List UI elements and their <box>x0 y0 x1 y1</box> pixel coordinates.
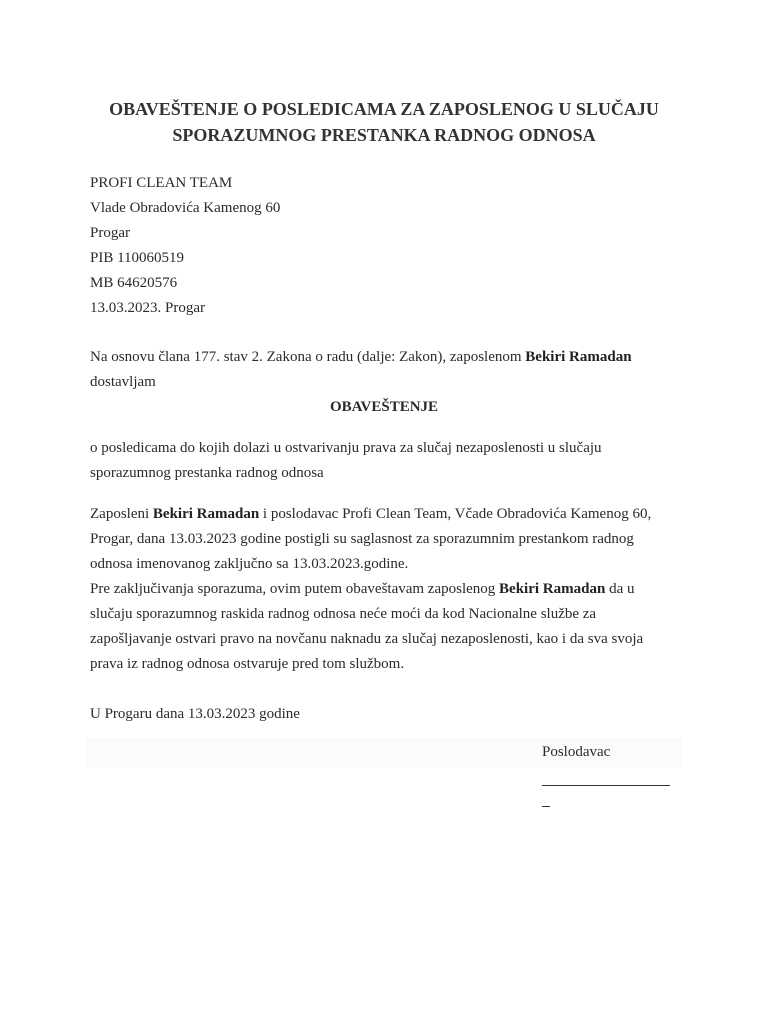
intro-line-1 <box>90 345 670 370</box>
intro-paragraph <box>90 345 670 395</box>
employer-city: Progar <box>90 225 130 241</box>
employer-mb: MB 64620576 <box>90 275 178 291</box>
body-text-segment: i poslodavac Profi Clean Team, Včade Obradovića Kamenog 60, <box>259 506 652 522</box>
body-employee-name-2: Bekiri Ramadan <box>499 581 606 597</box>
document-date-place: 13.03.2023. Progar <box>90 300 205 316</box>
notice-heading: OBAVEŠTENJE <box>329 399 439 415</box>
signature-line <box>542 765 670 786</box>
body-line-5: slučaju sporazumnog raskida radnog odnosa neće moći da kod Nacionalne službe za <box>90 606 597 622</box>
signature-block <box>542 740 682 807</box>
intro-line-2: dostavljam <box>90 374 156 390</box>
body-line-2: Progar, dana 13.03.2023 godine postigli su saglasnost za sporazumnim prestankom radnog <box>90 531 634 547</box>
intro-text: Na osnovu člana 177. stav 2. Zakona o radu (dalje: Zakon), zaposlenom <box>90 349 526 365</box>
place-date-line: U Progaru dana 13.03.2023 godine <box>90 706 300 722</box>
body-line-3: odnosa imenovanog zaključno sa 13.03.2023.godine. <box>90 556 409 572</box>
employer-pib: PIB 110060519 <box>90 250 185 266</box>
employer-info <box>90 171 670 321</box>
body-line-6: zapošljavanje ostvari pravo na novčanu naknadu za slučaj nezaposlenosti, kao i da sva svoja <box>90 631 644 647</box>
body-text-segment: Pre zaključivanja sporazuma, ovim putem obaveštavam zaposlenog <box>90 581 500 597</box>
signature-line-continuation <box>542 786 550 807</box>
about-paragraph <box>90 436 670 486</box>
body-line-7: prava iz radnog odnosa ostvaruje pred tom službom. <box>90 656 405 672</box>
employer-address: Vlade Obradovića Kamenog 60 <box>90 200 281 216</box>
body-paragraph <box>90 502 670 677</box>
document-title <box>80 96 688 148</box>
body-employee-name: Bekiri Ramadan <box>152 506 260 522</box>
about-line-2: sporazumnog prestanka radnog odnosa <box>90 465 324 481</box>
employer-name: PROFI CLEAN TEAM <box>90 175 233 191</box>
body-line-1 <box>90 502 670 527</box>
intro-employee-name: Bekiri Ramadan <box>525 349 632 365</box>
about-line-1: o posledicama do kojih dolazi u ostvarivanju prava za slučaj nezaposlenosti u slučaju <box>90 440 602 456</box>
title-line-2: SPORAZUMNOG PRESTANKA RADNOG ODNOSA <box>172 125 596 145</box>
body-line-4 <box>90 577 670 602</box>
title-line-1: OBAVEŠTENJE O POSLEDICAMA ZA ZAPOSLENOG U SLUČAJU <box>109 99 659 119</box>
body-text-segment: Zaposleni <box>90 506 153 522</box>
body-text-segment: da u <box>605 581 635 597</box>
signature-label: Poslodavac <box>542 744 611 760</box>
